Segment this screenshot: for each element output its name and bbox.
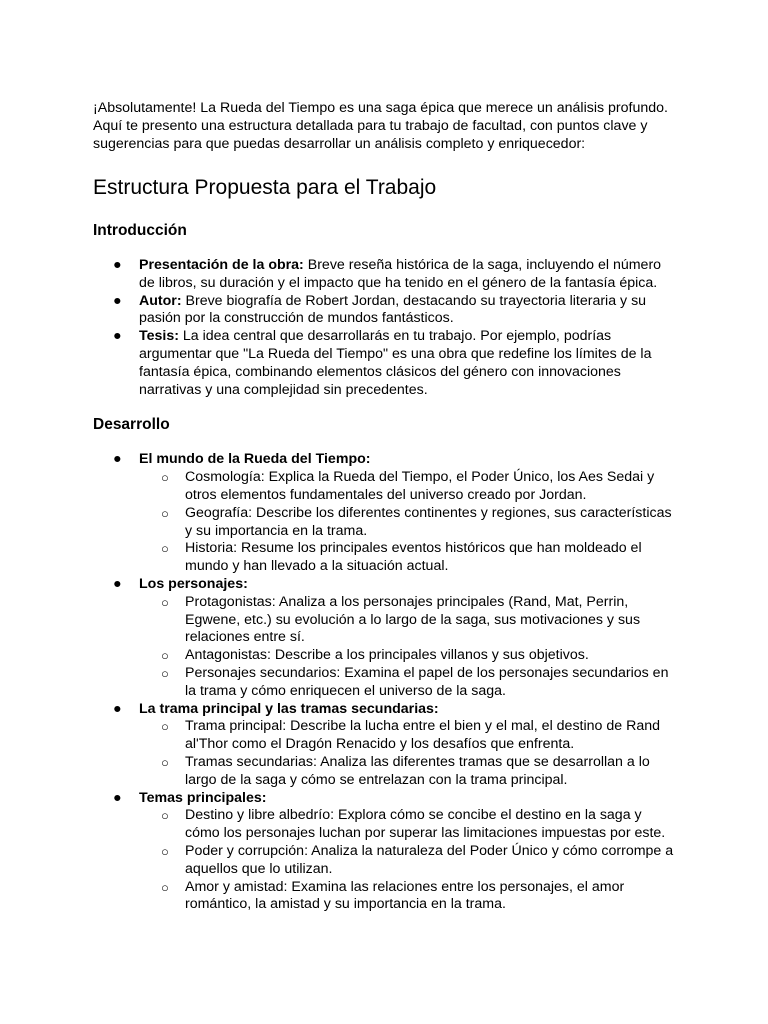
sublist-item-text: Historia: Resume los principales eventos históricos que han moldeado el mundo y han llevado a la situación actual. xyxy=(185,540,642,575)
section-label: Temas principales: xyxy=(139,789,267,806)
sublist-item-text: Geografía: Describe los diferentes continentes y regiones, sus características y su importancia en la trama. xyxy=(185,504,672,539)
hollow-bullet-icon: ○ xyxy=(161,879,169,895)
hollow-bullet-icon: ○ xyxy=(161,648,169,664)
hollow-bullet-icon: ○ xyxy=(161,505,169,521)
sublist xyxy=(139,469,675,576)
bullet-icon: ● xyxy=(113,257,122,273)
hollow-bullet-icon: ○ xyxy=(161,594,169,610)
heading-desarrollo: Desarrollo xyxy=(93,416,170,434)
list-item xyxy=(93,451,675,576)
sublist xyxy=(139,594,675,701)
bullet-icon: ● xyxy=(113,328,122,345)
sublist xyxy=(139,807,675,914)
item-label: Autor: xyxy=(139,292,182,309)
sublist-item xyxy=(139,469,675,505)
sublist-item-text: Poder y corrupción: Analiza la naturaleza del Poder Único y cómo corrompe a aquellos que lo utilizan. xyxy=(185,842,674,877)
list-item xyxy=(93,257,675,293)
sublist-item-text: Personajes secundarios: Examina el papel de los personajes secundarios en la trama y cómo enriquecen el universo de la saga. xyxy=(185,664,669,699)
hollow-bullet-icon: ○ xyxy=(161,808,169,824)
intro-paragraph: ¡Absolutamente! La Rueda del Tiempo es una saga épica que merece un análisis profundo. Aquí te presento una estructura detallada para tu trabajo de facultad, con puntos clave y sugerencias para que puedas desarrollar un análisis completo y enriquecedor: xyxy=(93,100,668,152)
sublist-item xyxy=(139,754,675,790)
sublist-item-text: Trama principal: Describe la lucha entre el bien y el mal, el destino de Rand al'Thor como el Dragón Renacido y los desafíos que enfrenta. xyxy=(185,718,660,753)
list-item xyxy=(93,790,675,915)
bullet-icon: ● xyxy=(113,700,122,717)
sublist-item-text: Destino y libre albedrío: Explora cómo se concibe el destino en la saga y cómo los personajes luchan por superar las limitaciones impuestas por este. xyxy=(185,807,666,842)
list-item xyxy=(93,576,675,701)
sublist-item-text: Tramas secundarias: Analiza las diferentes tramas que se desarrollan a lo largo de la saga y cómo se entrelazan con la trama principal. xyxy=(185,753,650,788)
sublist-item-text: Protagonistas: Analiza a los personajes principales (Rand, Mat, Perrin, Egwene, etc.) su evolución a lo largo de la saga, sus motivaciones y sus relaciones entre sí. xyxy=(185,593,641,646)
hollow-bullet-icon: ○ xyxy=(161,754,169,770)
item-text: Breve reseña histórica de la saga, incluyendo el número de libros, su duración y el impacto que ha tenido en el género de la fantasía épica. xyxy=(139,257,662,291)
section-label: El mundo de la Rueda del Tiempo: xyxy=(139,451,371,468)
desarrollo-list xyxy=(93,451,675,914)
introduccion-list xyxy=(93,257,675,399)
sublist-item xyxy=(139,594,675,647)
document-title: Estructura Propuesta para el Trabajo xyxy=(93,176,437,199)
list-item xyxy=(93,701,675,790)
sublist-item-text: Cosmología: Explica la Rueda del Tiempo, el Poder Único, los Aes Sedai y otros elementos fundamentales del universo creado por Jordan. xyxy=(185,469,655,503)
sublist-item xyxy=(139,647,675,665)
sublist-item xyxy=(139,879,675,915)
item-label: Tesis: xyxy=(139,328,179,345)
sublist-item xyxy=(139,540,675,576)
hollow-bullet-icon: ○ xyxy=(161,665,169,681)
bullet-icon: ● xyxy=(113,789,122,806)
section-label: Los personajes: xyxy=(139,575,248,592)
list-item xyxy=(93,328,675,399)
heading-introduccion: Introducción xyxy=(93,222,187,239)
sublist-item xyxy=(139,665,675,701)
sublist-item-text: Antagonistas: Describe a los principales villanos y sus objetivos. xyxy=(185,647,589,664)
hollow-bullet-icon: ○ xyxy=(161,719,169,735)
sublist-item xyxy=(139,807,675,843)
item-text: La idea central que desarrollarás en tu trabajo. Por ejemplo, podrías argumentar que "La Rueda del Tiempo" es una obra que redefine los límites de la fantasía épica, combinando elementos clásicos del género con innovaciones narrativas y una complejidad sin precedentes. xyxy=(139,328,652,398)
bullet-icon: ● xyxy=(113,451,122,468)
bullet-icon: ● xyxy=(113,575,122,592)
item-label: Presentación de la obra: xyxy=(139,257,304,273)
list-item xyxy=(93,293,675,329)
sublist-item xyxy=(139,843,675,879)
sublist-item xyxy=(139,505,675,541)
sublist xyxy=(139,718,675,789)
hollow-bullet-icon: ○ xyxy=(161,541,169,557)
bullet-icon: ● xyxy=(113,292,122,309)
item-text: Breve biografía de Robert Jordan, destacando su trayectoria literaria y su pasión por la construcción de mundos fantásticos. xyxy=(139,292,647,327)
hollow-bullet-icon: ○ xyxy=(161,843,169,859)
section-label: La trama principal y las tramas secundarias: xyxy=(139,700,439,717)
sublist-item xyxy=(139,718,675,754)
sublist-item-text: Amor y amistad: Examina las relaciones entre los personajes, el amor romántico, la amistad y su importancia en la trama. xyxy=(185,878,625,913)
hollow-bullet-icon: ○ xyxy=(161,470,169,486)
